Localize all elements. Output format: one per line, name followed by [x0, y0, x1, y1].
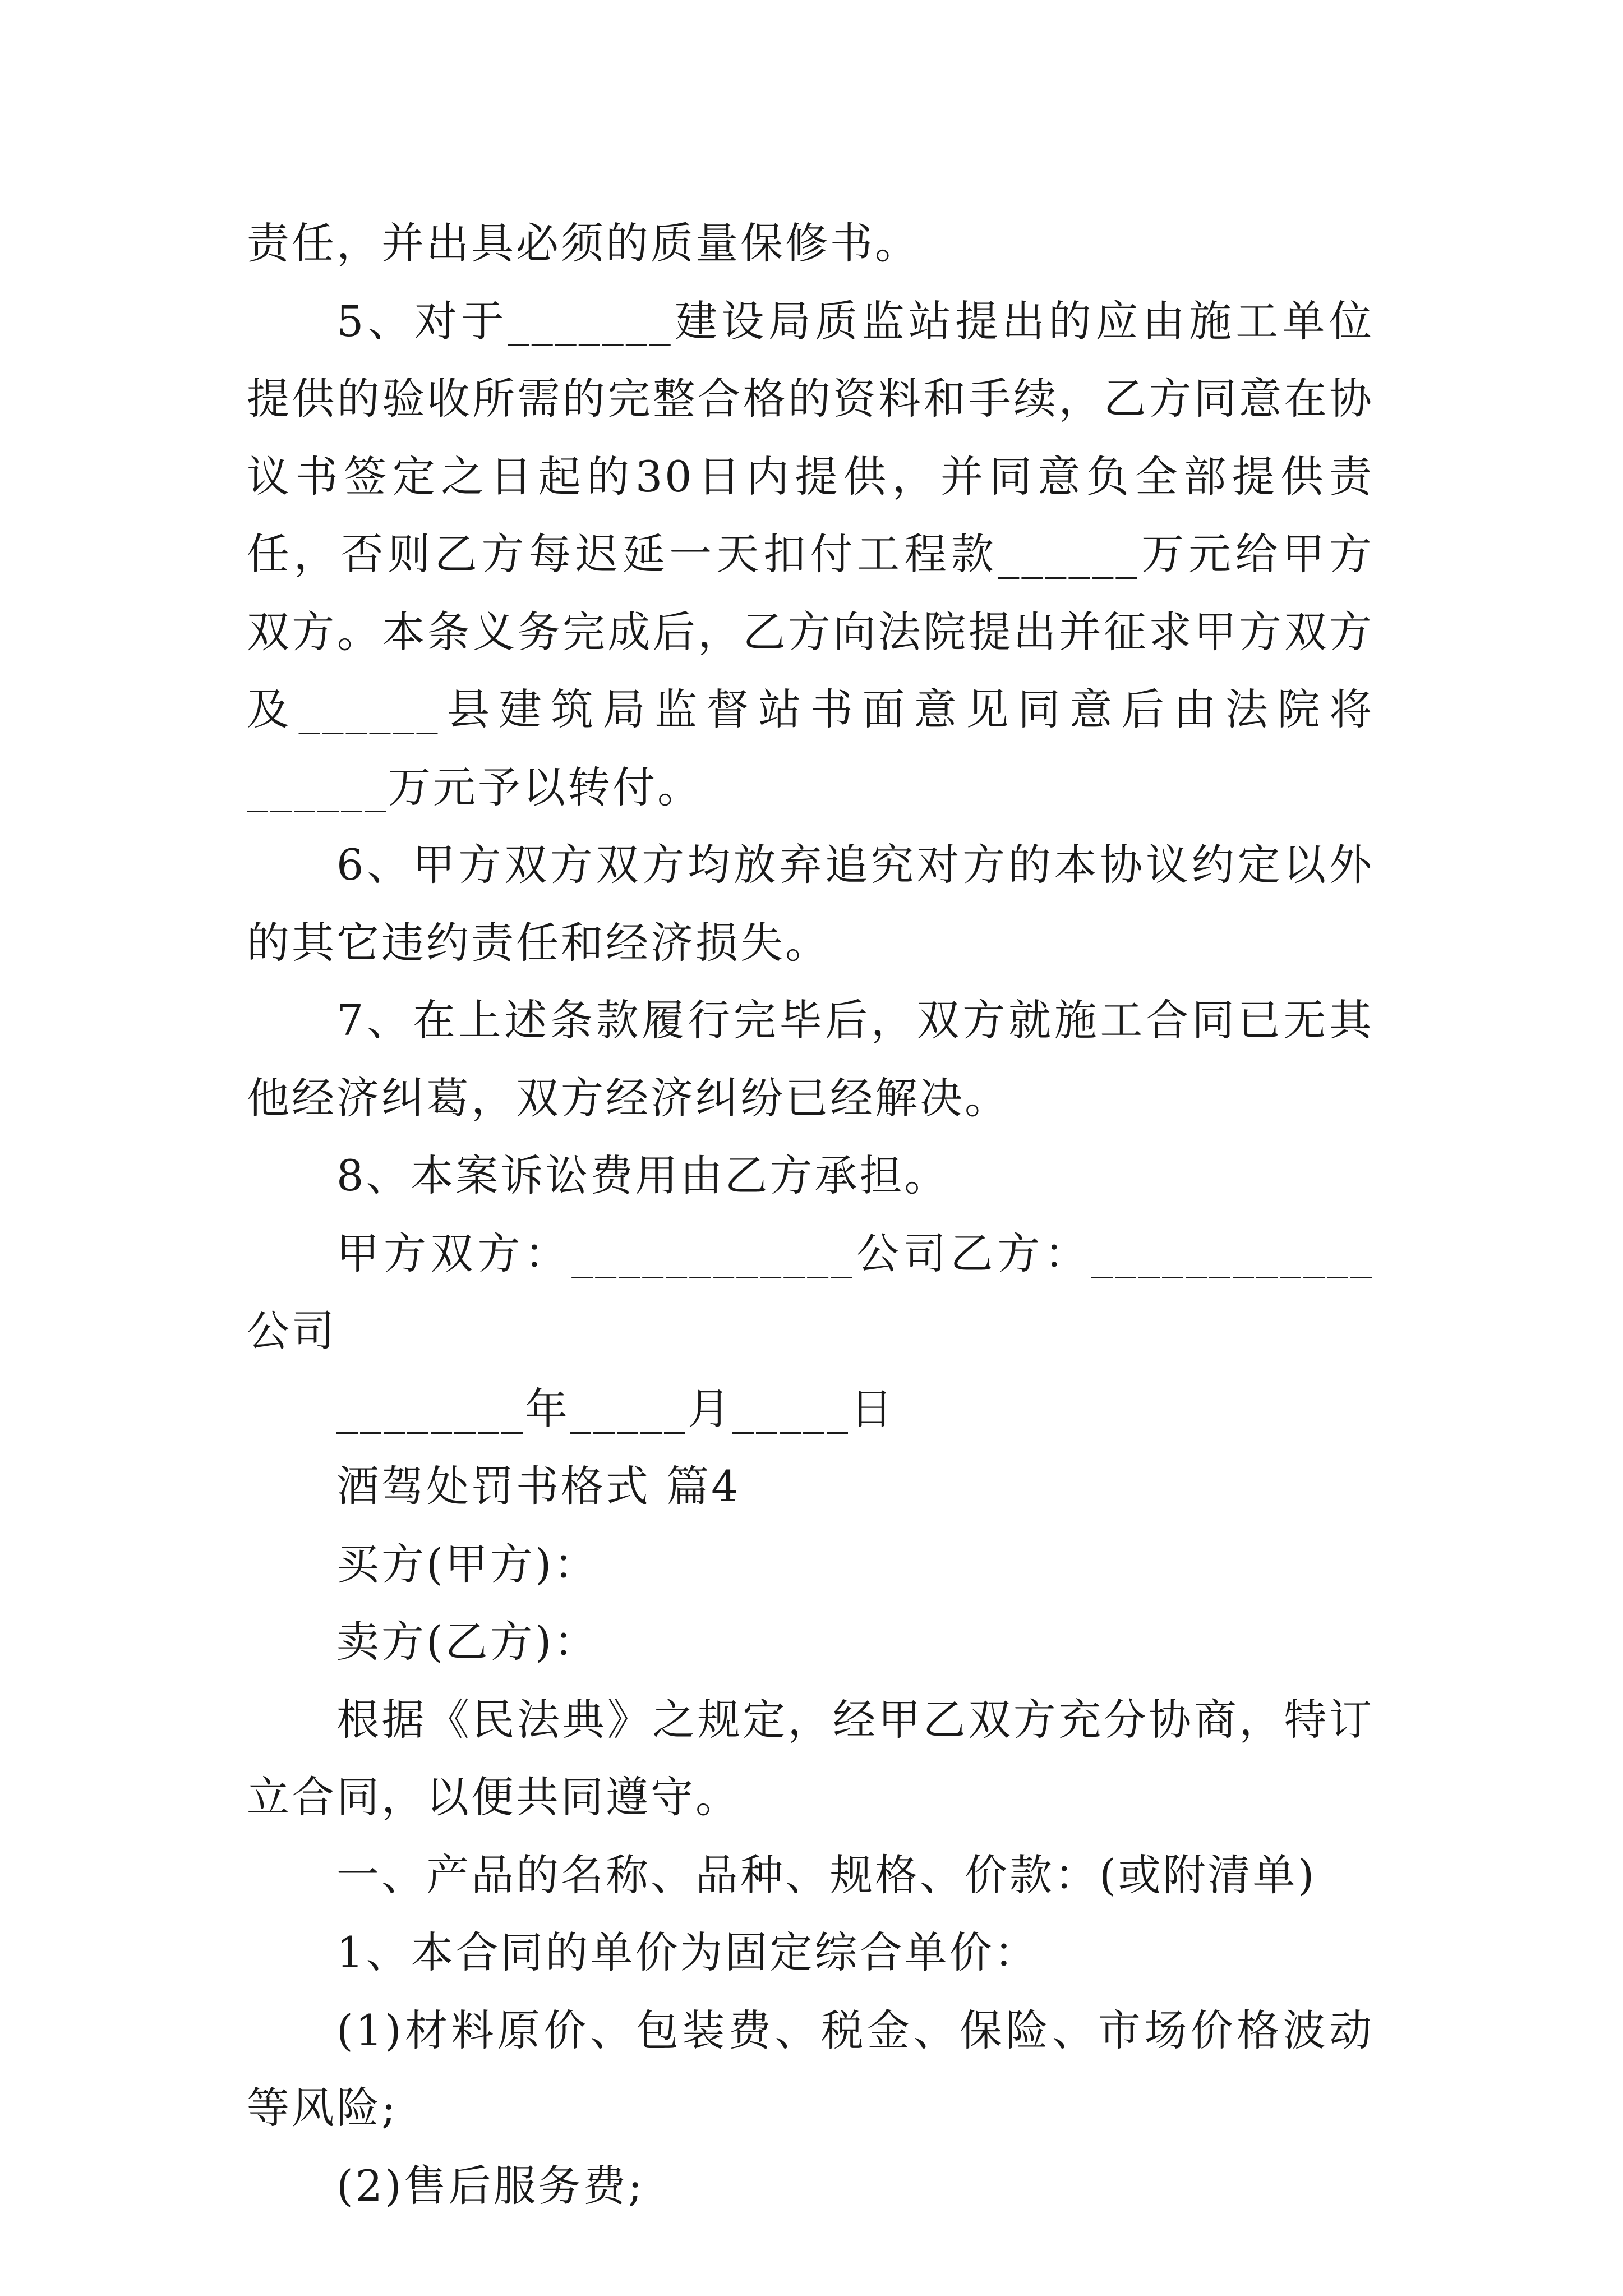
- seller-line: 卖方(乙方)：: [336, 1617, 599, 1667]
- paragraph-5: 8、本案诉讼费用由乙方承担。: [336, 1151, 949, 1200]
- buyer-line: 买方(甲方)：: [336, 1539, 599, 1589]
- date-line: ________年_____月_____日: [336, 1383, 895, 1434]
- clause-1-item-2: (2)售后服务费;: [336, 2160, 645, 2211]
- paragraph-3: 6、甲方双方双方均放弃追究对方的本协议约定以外的其它违约责任和经济损失。: [247, 840, 1374, 968]
- clause-1-item-1: (1)材料原价、包装费、税金、保险、市场价格波动等风险;: [247, 2005, 1374, 2133]
- document-body: [247, 205, 1374, 2225]
- section-heading: 酒驾处罚书格式 篇4: [336, 1461, 741, 1511]
- paragraph-2: 5、对于_______建设局质监站提出的应由施工单位提供的验收所需的完整合格的资料和手续，乙方同意在协议书签定之日起的30日内提供，并同意负全部提供责任，否则乙方每迟延一天扣付工程款______万元给甲方双方。本条义务完成后，乙方向法院提出并征求甲方双方及______县建筑局监督站书面意见同意后由法院将______万元予以转付。: [247, 296, 1374, 812]
- clause-1: 1、本合同的单价为固定综合单价：: [336, 1927, 1039, 1977]
- clause-heading-1: 一、产品的名称、品种、规格、价款：(或附清单): [336, 1849, 1317, 1900]
- paragraph-preamble: 根据《民法典》之规定，经甲乙双方充分协商，特订立合同，以便共同遵守。: [247, 1694, 1374, 1822]
- paragraph-1: 责任，并出具必须的质量保修书。: [247, 218, 920, 268]
- signature-line: 甲方双方：____________公司乙方：____________公司: [247, 1228, 1374, 1356]
- paragraph-4: 7、在上述条款履行完毕后，双方就施工合同已无其他经济纠葛，双方经济纠纷已经解决。: [247, 995, 1374, 1123]
